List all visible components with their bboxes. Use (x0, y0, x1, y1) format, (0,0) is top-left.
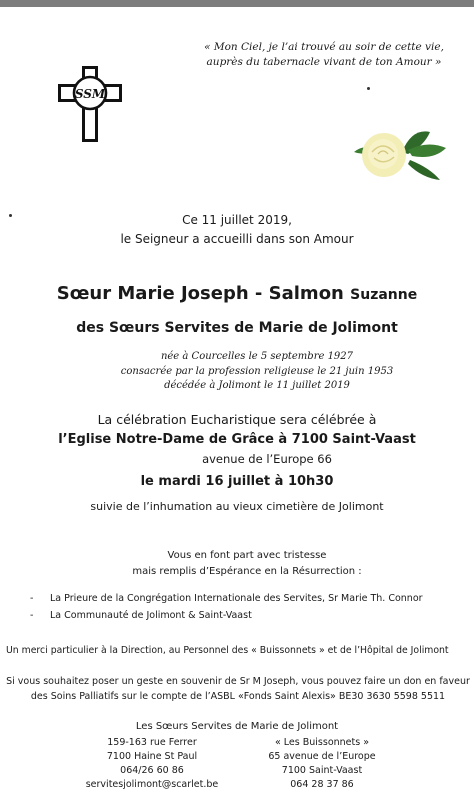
church-name: l’Eglise Notre-Dame de Grâce à 7100 Saint-Vaast (58, 432, 416, 447)
logo-monogram: SSM (74, 87, 106, 101)
footer-address-right (252, 736, 392, 792)
family-notice (0, 548, 474, 580)
family-list (30, 590, 423, 624)
footer-title: Les Sœurs Servites de Marie de Jolimont (135, 721, 339, 732)
footer-right-city: 7100 Saint-Vaast (281, 765, 363, 776)
top-border (0, 0, 474, 7)
announcement-line-1: Ce 11 juillet 2019, (182, 213, 292, 227)
list-item: - La Prieure de la Congrégation Internationale des Servites, Sr Marie Th. Connor (30, 593, 423, 604)
family-line-2: mais remplis d’Espérance en la Résurrection : (132, 566, 362, 577)
announcement-line-2: le Seigneur a accueilli dans son Amour (120, 232, 354, 246)
donation-line-2: des Soins Palliatifs sur le compte de l’ASBL «Fonds Saint Alexis» BE30 3630 5598 5511 (30, 691, 446, 702)
church-address: avenue de l’Europe 66 (202, 452, 332, 466)
list-item: - La Communauté de Jolimont & Saint-Vaast (30, 610, 252, 621)
profession-date: consacrée par la profession religieuse le 21 juin 1953 (120, 365, 394, 377)
footer-address-left (82, 736, 222, 792)
quote (194, 40, 454, 70)
footer-left-city: 7100 Haine St Paul (106, 751, 198, 762)
thanks-text: Un merci particulier à la Direction, au Personnel des « Buissonnets » et de l’Hôpital de Jolimont (6, 645, 449, 656)
deceased-name (0, 282, 474, 307)
donation-text (6, 674, 470, 704)
footer-right-phone: 064 28 37 86 (290, 779, 354, 790)
life-dates (0, 350, 474, 394)
death-date: décédée à Jolimont le 11 juillet 2019 (164, 380, 350, 391)
deceased-full-name: Sœur Marie Joseph - Salmon (56, 283, 344, 304)
burial-info: suivie de l’inhumation au vieux cimetière de Jolimont (90, 500, 384, 513)
footer-left-phone: 064/26 60 86 (120, 765, 184, 776)
footer-right-name: « Les Buissonnets » (274, 737, 370, 748)
ceremony-datetime: le mardi 16 juillet à 10h30 (140, 474, 334, 489)
cross-logo-icon (56, 64, 124, 144)
family-line-1: Vous en font part avec tristesse (167, 550, 327, 561)
quote-line-1: « Mon Ciel, je l’ai trouvé au soir de cette vie, (204, 41, 444, 53)
deceased-given-name: Suzanne (350, 287, 418, 303)
birth-date: née à Courcelles le 5 septembre 1927 (160, 351, 354, 362)
family-item-1: La Prieure de la Congrégation Internationale des Servites, Sr Marie Th. Connor (50, 593, 423, 604)
ceremony-intro: La célébration Eucharistique sera célébrée à (97, 412, 377, 427)
family-item-2: La Communauté de Jolimont & Saint-Vaast (50, 610, 252, 621)
speck (367, 87, 370, 90)
footer-right-street: 65 avenue de l’Europe (268, 751, 376, 762)
quote-line-2: auprès du tabernacle vivant de ton Amour » (206, 56, 442, 68)
footer-left-email: servitesjolimont@scarlet.be (85, 779, 219, 790)
white-rose-icon (350, 122, 450, 184)
donation-line-1: Si vous souhaitez poser un geste en souvenir de Sr M Joseph, vous pouvez faire un don en faveur (6, 676, 470, 687)
announcement (0, 211, 474, 249)
footer-left-street: 159-163 rue Ferrer (107, 737, 197, 748)
congregation: des Sœurs Servites de Marie de Jolimont (76, 320, 398, 336)
